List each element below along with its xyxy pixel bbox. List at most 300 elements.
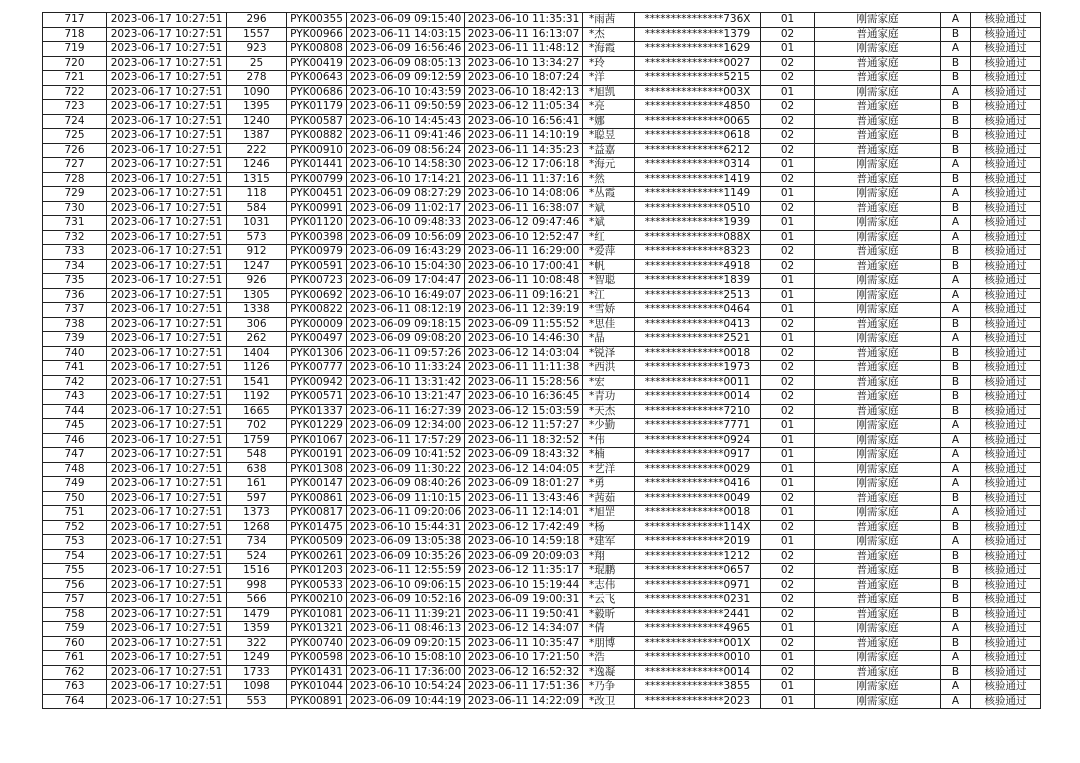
id-number-masked-cell: ***************2019 <box>635 535 761 550</box>
id-number-masked-cell: ***************8323 <box>635 245 761 260</box>
review-time-cell: 2023-06-11 09:16:21 <box>465 288 583 303</box>
verification-status-cell: 核验通过 <box>971 346 1041 361</box>
applicant-name-cell: *翔 <box>583 549 635 564</box>
application-id-cell: PYK01306 <box>287 346 347 361</box>
applicant-name-cell: *楠 <box>583 448 635 463</box>
id-number-masked-cell: ***************0413 <box>635 317 761 332</box>
row-number-cell: 763 <box>43 680 107 695</box>
category-cell: A <box>941 274 971 289</box>
verification-status-cell: 核验通过 <box>971 448 1041 463</box>
id-number-masked-cell: ***************7771 <box>635 419 761 434</box>
review-time-cell: 2023-06-12 14:03:04 <box>465 346 583 361</box>
family-type-code-cell: 02 <box>761 520 815 535</box>
submit-time-cell: 2023-06-11 09:57:26 <box>347 346 465 361</box>
sequence-number-cell: 524 <box>227 549 287 564</box>
publish-time-cell: 2023-06-17 10:27:51 <box>107 361 227 376</box>
publish-time-cell: 2023-06-17 10:27:51 <box>107 390 227 405</box>
applicant-name-cell: *斌 <box>583 216 635 231</box>
family-type-cell: 刚需家庭 <box>815 694 941 709</box>
publish-time-cell: 2023-06-17 10:27:51 <box>107 13 227 28</box>
family-type-code-cell: 02 <box>761 172 815 187</box>
publish-time-cell: 2023-06-17 10:27:51 <box>107 680 227 695</box>
id-number-masked-cell: ***************0014 <box>635 390 761 405</box>
publish-time-cell: 2023-06-17 10:27:51 <box>107 42 227 57</box>
verification-status-cell: 核验通过 <box>971 404 1041 419</box>
verification-status-cell: 核验通过 <box>971 187 1041 202</box>
family-type-code-cell: 02 <box>761 259 815 274</box>
id-number-masked-cell: ***************4965 <box>635 622 761 637</box>
id-number-masked-cell: ***************0018 <box>635 506 761 521</box>
applicant-name-cell: *帆 <box>583 259 635 274</box>
applicant-name-cell: *晶 <box>583 332 635 347</box>
publish-time-cell: 2023-06-17 10:27:51 <box>107 506 227 521</box>
review-time-cell: 2023-06-10 18:42:13 <box>465 85 583 100</box>
table-row <box>43 288 1041 303</box>
id-number-masked-cell: ***************0314 <box>635 158 761 173</box>
category-cell: B <box>941 317 971 332</box>
row-number-cell: 752 <box>43 520 107 535</box>
verification-status-cell: 核验通过 <box>971 100 1041 115</box>
category-cell: B <box>941 404 971 419</box>
sequence-number-cell: 161 <box>227 477 287 492</box>
publish-time-cell: 2023-06-17 10:27:51 <box>107 375 227 390</box>
table-row <box>43 172 1041 187</box>
publish-time-cell: 2023-06-17 10:27:51 <box>107 288 227 303</box>
application-id-cell: PYK01229 <box>287 419 347 434</box>
table-row <box>43 694 1041 709</box>
id-number-masked-cell: ***************0011 <box>635 375 761 390</box>
verification-status-cell: 核验通过 <box>971 56 1041 71</box>
family-type-cell: 普通家庭 <box>815 607 941 622</box>
review-time-cell: 2023-06-09 18:43:32 <box>465 448 583 463</box>
category-cell: A <box>941 230 971 245</box>
id-number-masked-cell: ***************5215 <box>635 71 761 86</box>
applicant-name-cell: *娜 <box>583 114 635 129</box>
row-number-cell: 729 <box>43 187 107 202</box>
review-time-cell: 2023-06-11 18:32:52 <box>465 433 583 448</box>
publish-time-cell: 2023-06-17 10:27:51 <box>107 158 227 173</box>
id-number-masked-cell: ***************1939 <box>635 216 761 231</box>
family-type-code-cell: 02 <box>761 245 815 260</box>
review-time-cell: 2023-06-10 17:00:41 <box>465 259 583 274</box>
row-number-cell: 756 <box>43 578 107 593</box>
review-time-cell: 2023-06-11 12:39:19 <box>465 303 583 318</box>
table-row <box>43 578 1041 593</box>
family-type-cell: 普通家庭 <box>815 665 941 680</box>
submit-time-cell: 2023-06-09 11:10:15 <box>347 491 465 506</box>
application-id-cell: PYK00891 <box>287 694 347 709</box>
publish-time-cell: 2023-06-17 10:27:51 <box>107 317 227 332</box>
row-number-cell: 735 <box>43 274 107 289</box>
verification-status-cell: 核验通过 <box>971 317 1041 332</box>
review-time-cell: 2023-06-12 11:57:27 <box>465 419 583 434</box>
family-type-cell: 普通家庭 <box>815 375 941 390</box>
publish-time-cell: 2023-06-17 10:27:51 <box>107 56 227 71</box>
family-type-cell: 刚需家庭 <box>815 158 941 173</box>
category-cell: A <box>941 448 971 463</box>
family-type-code-cell: 01 <box>761 303 815 318</box>
publish-time-cell: 2023-06-17 10:27:51 <box>107 71 227 86</box>
applicant-name-cell: *志伟 <box>583 578 635 593</box>
family-type-cell: 刚需家庭 <box>815 42 941 57</box>
verification-status-cell: 核验通过 <box>971 491 1041 506</box>
id-number-masked-cell: ***************0971 <box>635 578 761 593</box>
application-id-cell: PYK00591 <box>287 259 347 274</box>
family-type-cell: 普通家庭 <box>815 172 941 187</box>
review-time-cell: 2023-06-09 18:01:27 <box>465 477 583 492</box>
category-cell: A <box>941 187 971 202</box>
submit-time-cell: 2023-06-09 12:34:00 <box>347 419 465 434</box>
application-id-cell: PYK00808 <box>287 42 347 57</box>
sequence-number-cell: 1516 <box>227 564 287 579</box>
sequence-number-cell: 222 <box>227 143 287 158</box>
category-cell: B <box>941 245 971 260</box>
family-type-cell: 刚需家庭 <box>815 274 941 289</box>
applicant-name-cell: *爱萍 <box>583 245 635 260</box>
applicant-name-cell: *乃争 <box>583 680 635 695</box>
publish-time-cell: 2023-06-17 10:27:51 <box>107 230 227 245</box>
row-number-cell: 760 <box>43 636 107 651</box>
verification-status-cell: 核验通过 <box>971 303 1041 318</box>
verification-status-cell: 核验通过 <box>971 607 1041 622</box>
family-type-code-cell: 02 <box>761 578 815 593</box>
family-type-code-cell: 02 <box>761 346 815 361</box>
table-row <box>43 448 1041 463</box>
row-number-cell: 730 <box>43 201 107 216</box>
verification-status-cell: 核验通过 <box>971 129 1041 144</box>
publish-time-cell: 2023-06-17 10:27:51 <box>107 593 227 608</box>
application-id-cell: PYK00261 <box>287 549 347 564</box>
submit-time-cell: 2023-06-09 16:56:46 <box>347 42 465 57</box>
sequence-number-cell: 573 <box>227 230 287 245</box>
table-row <box>43 71 1041 86</box>
submit-time-cell: 2023-06-10 09:48:33 <box>347 216 465 231</box>
table-row <box>43 462 1041 477</box>
review-time-cell: 2023-06-10 12:52:47 <box>465 230 583 245</box>
applicant-name-cell: *天杰 <box>583 404 635 419</box>
id-number-masked-cell: ***************1379 <box>635 27 761 42</box>
application-id-cell: PYK00210 <box>287 593 347 608</box>
row-number-cell: 722 <box>43 85 107 100</box>
review-time-cell: 2023-06-11 10:08:48 <box>465 274 583 289</box>
publish-time-cell: 2023-06-17 10:27:51 <box>107 607 227 622</box>
family-type-cell: 普通家庭 <box>815 520 941 535</box>
sequence-number-cell: 734 <box>227 535 287 550</box>
submit-time-cell: 2023-06-09 09:08:20 <box>347 332 465 347</box>
verification-status-cell: 核验通过 <box>971 622 1041 637</box>
id-number-masked-cell: ***************0510 <box>635 201 761 216</box>
application-id-cell: PYK00799 <box>287 172 347 187</box>
family-type-cell: 普通家庭 <box>815 404 941 419</box>
review-time-cell: 2023-06-10 18:07:24 <box>465 71 583 86</box>
application-id-cell: PYK00692 <box>287 288 347 303</box>
publish-time-cell: 2023-06-17 10:27:51 <box>107 259 227 274</box>
review-time-cell: 2023-06-10 14:46:30 <box>465 332 583 347</box>
id-number-masked-cell: ***************2521 <box>635 332 761 347</box>
publish-time-cell: 2023-06-17 10:27:51 <box>107 651 227 666</box>
publish-time-cell: 2023-06-17 10:27:51 <box>107 694 227 709</box>
applicant-name-cell: *倩 <box>583 622 635 637</box>
submit-time-cell: 2023-06-10 14:45:43 <box>347 114 465 129</box>
category-cell: B <box>941 100 971 115</box>
submit-time-cell: 2023-06-11 13:31:42 <box>347 375 465 390</box>
publish-time-cell: 2023-06-17 10:27:51 <box>107 520 227 535</box>
table-row <box>43 622 1041 637</box>
id-number-masked-cell: ***************0010 <box>635 651 761 666</box>
publish-time-cell: 2023-06-17 10:27:51 <box>107 129 227 144</box>
family-type-cell: 普通家庭 <box>815 346 941 361</box>
application-id-cell: PYK00991 <box>287 201 347 216</box>
review-time-cell: 2023-06-10 15:19:44 <box>465 578 583 593</box>
id-number-masked-cell: ***************0029 <box>635 462 761 477</box>
sequence-number-cell: 1247 <box>227 259 287 274</box>
sequence-number-cell: 1479 <box>227 607 287 622</box>
id-number-masked-cell: ***************1629 <box>635 42 761 57</box>
review-time-cell: 2023-06-12 16:52:32 <box>465 665 583 680</box>
application-id-cell: PYK00598 <box>287 651 347 666</box>
row-number-cell: 732 <box>43 230 107 245</box>
application-id-cell: PYK01441 <box>287 158 347 173</box>
table-row <box>43 13 1041 28</box>
category-cell: B <box>941 172 971 187</box>
family-type-code-cell: 01 <box>761 216 815 231</box>
submit-time-cell: 2023-06-11 11:39:21 <box>347 607 465 622</box>
review-time-cell: 2023-06-12 15:03:59 <box>465 404 583 419</box>
id-number-masked-cell: ***************0618 <box>635 129 761 144</box>
family-type-code-cell: 02 <box>761 56 815 71</box>
family-type-cell: 普通家庭 <box>815 259 941 274</box>
results-table <box>42 12 1041 709</box>
applicant-name-cell: *旭罡 <box>583 506 635 521</box>
applicant-name-cell: *江 <box>583 288 635 303</box>
id-number-masked-cell: ***************001X <box>635 636 761 651</box>
publish-time-cell: 2023-06-17 10:27:51 <box>107 462 227 477</box>
sequence-number-cell: 1359 <box>227 622 287 637</box>
row-number-cell: 720 <box>43 56 107 71</box>
sequence-number-cell: 1240 <box>227 114 287 129</box>
category-cell: A <box>941 535 971 550</box>
review-time-cell: 2023-06-11 11:37:16 <box>465 172 583 187</box>
family-type-code-cell: 01 <box>761 622 815 637</box>
applicant-name-cell: *朋博 <box>583 636 635 651</box>
review-time-cell: 2023-06-11 10:35:47 <box>465 636 583 651</box>
submit-time-cell: 2023-06-10 15:44:31 <box>347 520 465 535</box>
category-cell: A <box>941 462 971 477</box>
review-time-cell: 2023-06-12 17:42:49 <box>465 520 583 535</box>
id-number-masked-cell: ***************0065 <box>635 114 761 129</box>
table-row <box>43 216 1041 231</box>
table-row <box>43 680 1041 695</box>
category-cell: A <box>941 694 971 709</box>
category-cell: A <box>941 477 971 492</box>
verification-status-cell: 核验通过 <box>971 593 1041 608</box>
family-type-code-cell: 02 <box>761 665 815 680</box>
review-time-cell: 2023-06-09 19:00:31 <box>465 593 583 608</box>
family-type-cell: 刚需家庭 <box>815 332 941 347</box>
verification-status-cell: 核验通过 <box>971 172 1041 187</box>
publish-time-cell: 2023-06-17 10:27:51 <box>107 346 227 361</box>
table-row <box>43 201 1041 216</box>
family-type-cell: 刚需家庭 <box>815 462 941 477</box>
row-number-cell: 727 <box>43 158 107 173</box>
verification-status-cell: 核验通过 <box>971 694 1041 709</box>
verification-status-cell: 核验通过 <box>971 506 1041 521</box>
table-row <box>43 143 1041 158</box>
publish-time-cell: 2023-06-17 10:27:51 <box>107 477 227 492</box>
application-id-cell: PYK00966 <box>287 27 347 42</box>
review-time-cell: 2023-06-11 14:22:09 <box>465 694 583 709</box>
verification-status-cell: 核验通过 <box>971 114 1041 129</box>
verification-status-cell: 核验通过 <box>971 13 1041 28</box>
applicant-name-cell: *红 <box>583 230 635 245</box>
verification-status-cell: 核验通过 <box>971 549 1041 564</box>
submit-time-cell: 2023-06-11 08:12:19 <box>347 303 465 318</box>
submit-time-cell: 2023-06-11 09:41:46 <box>347 129 465 144</box>
submit-time-cell: 2023-06-10 15:04:30 <box>347 259 465 274</box>
id-number-masked-cell: ***************1149 <box>635 187 761 202</box>
category-cell: A <box>941 158 971 173</box>
category-cell: A <box>941 506 971 521</box>
applicant-name-cell: *伟 <box>583 433 635 448</box>
verification-status-cell: 核验通过 <box>971 578 1041 593</box>
row-number-cell: 717 <box>43 13 107 28</box>
row-number-cell: 751 <box>43 506 107 521</box>
publish-time-cell: 2023-06-17 10:27:51 <box>107 332 227 347</box>
publish-time-cell: 2023-06-17 10:27:51 <box>107 419 227 434</box>
row-number-cell: 725 <box>43 129 107 144</box>
category-cell: A <box>941 622 971 637</box>
review-time-cell: 2023-06-11 16:29:00 <box>465 245 583 260</box>
application-id-cell: PYK01308 <box>287 462 347 477</box>
sequence-number-cell: 25 <box>227 56 287 71</box>
verification-status-cell: 核验通过 <box>971 158 1041 173</box>
applicant-name-cell: *西洪 <box>583 361 635 376</box>
family-type-cell: 普通家庭 <box>815 56 941 71</box>
submit-time-cell: 2023-06-10 15:08:10 <box>347 651 465 666</box>
family-type-code-cell: 01 <box>761 506 815 521</box>
review-time-cell: 2023-06-11 15:28:56 <box>465 375 583 390</box>
category-cell: B <box>941 636 971 651</box>
family-type-code-cell: 01 <box>761 288 815 303</box>
sequence-number-cell: 118 <box>227 187 287 202</box>
table-row <box>43 259 1041 274</box>
publish-time-cell: 2023-06-17 10:27:51 <box>107 303 227 318</box>
sequence-number-cell: 1031 <box>227 216 287 231</box>
application-id-cell: PYK00451 <box>287 187 347 202</box>
application-id-cell: PYK00571 <box>287 390 347 405</box>
id-number-masked-cell: ***************2441 <box>635 607 761 622</box>
submit-time-cell: 2023-06-11 09:50:59 <box>347 100 465 115</box>
review-time-cell: 2023-06-11 13:43:46 <box>465 491 583 506</box>
submit-time-cell: 2023-06-09 10:52:16 <box>347 593 465 608</box>
family-type-code-cell: 01 <box>761 477 815 492</box>
review-time-cell: 2023-06-09 11:55:52 <box>465 317 583 332</box>
applicant-name-cell: *青功 <box>583 390 635 405</box>
submit-time-cell: 2023-06-09 08:05:13 <box>347 56 465 71</box>
table-row <box>43 433 1041 448</box>
family-type-code-cell: 01 <box>761 448 815 463</box>
id-number-masked-cell: ***************0917 <box>635 448 761 463</box>
submit-time-cell: 2023-06-10 09:06:15 <box>347 578 465 593</box>
family-type-code-cell: 01 <box>761 419 815 434</box>
submit-time-cell: 2023-06-09 16:43:29 <box>347 245 465 260</box>
table-row <box>43 506 1041 521</box>
id-number-masked-cell: ***************6212 <box>635 143 761 158</box>
publish-time-cell: 2023-06-17 10:27:51 <box>107 201 227 216</box>
application-id-cell: PYK00817 <box>287 506 347 521</box>
family-type-cell: 普通家庭 <box>815 390 941 405</box>
category-cell: B <box>941 71 971 86</box>
category-cell: B <box>941 27 971 42</box>
applicant-name-cell: *浩 <box>583 651 635 666</box>
verification-status-cell: 核验通过 <box>971 462 1041 477</box>
category-cell: B <box>941 390 971 405</box>
applicant-name-cell: *改卫 <box>583 694 635 709</box>
row-number-cell: 746 <box>43 433 107 448</box>
row-number-cell: 726 <box>43 143 107 158</box>
category-cell: B <box>941 259 971 274</box>
publish-time-cell: 2023-06-17 10:27:51 <box>107 578 227 593</box>
application-id-cell: PYK00686 <box>287 85 347 100</box>
applicant-name-cell: *亮 <box>583 100 635 115</box>
table-row <box>43 491 1041 506</box>
row-number-cell: 742 <box>43 375 107 390</box>
category-cell: B <box>941 578 971 593</box>
family-type-code-cell: 02 <box>761 129 815 144</box>
family-type-code-cell: 01 <box>761 535 815 550</box>
row-number-cell: 740 <box>43 346 107 361</box>
review-time-cell: 2023-06-11 12:14:01 <box>465 506 583 521</box>
table-row <box>43 636 1041 651</box>
sequence-number-cell: 584 <box>227 201 287 216</box>
sequence-number-cell: 1090 <box>227 85 287 100</box>
sequence-number-cell: 1246 <box>227 158 287 173</box>
application-id-cell: PYK01203 <box>287 564 347 579</box>
family-type-code-cell: 02 <box>761 636 815 651</box>
family-type-code-cell: 02 <box>761 71 815 86</box>
application-id-cell: PYK00979 <box>287 245 347 260</box>
sequence-number-cell: 1249 <box>227 651 287 666</box>
submit-time-cell: 2023-06-09 13:05:38 <box>347 535 465 550</box>
category-cell: B <box>941 549 971 564</box>
family-type-code-cell: 01 <box>761 651 815 666</box>
table-row <box>43 564 1041 579</box>
id-number-masked-cell: ***************0027 <box>635 56 761 71</box>
applicant-name-cell: *茜茹 <box>583 491 635 506</box>
publish-time-cell: 2023-06-17 10:27:51 <box>107 564 227 579</box>
verification-status-cell: 核验通过 <box>971 477 1041 492</box>
application-id-cell: PYK01431 <box>287 665 347 680</box>
family-type-cell: 刚需家庭 <box>815 85 941 100</box>
publish-time-cell: 2023-06-17 10:27:51 <box>107 114 227 129</box>
row-number-cell: 764 <box>43 694 107 709</box>
row-number-cell: 750 <box>43 491 107 506</box>
row-number-cell: 736 <box>43 288 107 303</box>
review-time-cell: 2023-06-10 17:21:50 <box>465 651 583 666</box>
family-type-code-cell: 02 <box>761 143 815 158</box>
row-number-cell: 757 <box>43 593 107 608</box>
verification-status-cell: 核验通过 <box>971 71 1041 86</box>
sequence-number-cell: 912 <box>227 245 287 260</box>
table-row <box>43 419 1041 434</box>
publish-time-cell: 2023-06-17 10:27:51 <box>107 448 227 463</box>
sequence-number-cell: 1665 <box>227 404 287 419</box>
applicant-name-cell: *玲 <box>583 56 635 71</box>
verification-status-cell: 核验通过 <box>971 216 1041 231</box>
application-id-cell: PYK00509 <box>287 535 347 550</box>
submit-time-cell: 2023-06-10 10:54:24 <box>347 680 465 695</box>
verification-status-cell: 核验通过 <box>971 274 1041 289</box>
